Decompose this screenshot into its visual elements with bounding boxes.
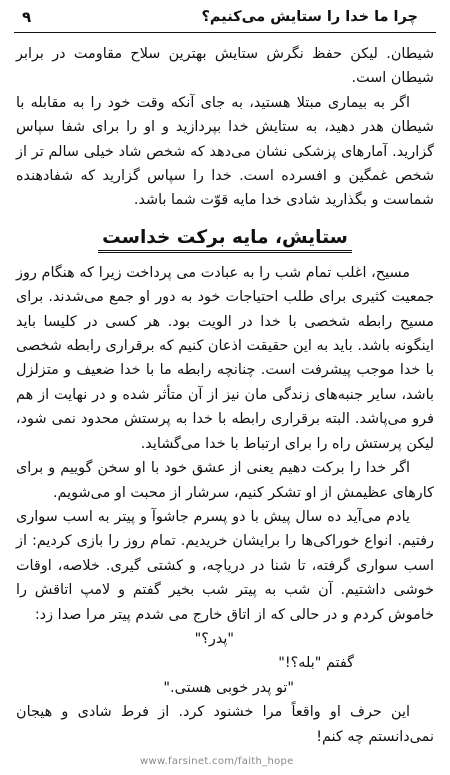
paragraph: مسیح، اغلب تمام شب را به عبادت می پرداخت زیرا که هنگام روز جمعیت کثیری برای طلب احتیاجات خود به دور او جمع می‌شدند. برای مسیح رابطه شخصی با خدا در الویت بود. هر کسی در کلیسا باید اینگونه باشد. باید به این حقیقت اذعان کنیم که برقراری رابطه شخصی با خدا موجب پیشرفت است. چنانچه رابطه ما با خدا ضعیف و متزلزل باشد، سایر جنبه‌های زندگی مان نیز از آن متأثر شده و در نهایت از هم فرو می‌پاشد. البته برقراری رابطه با خدا به پرستش محدود نمی شود، لیکن پرستش راه را برای ارتباط با خدا می‌گشاید. xyxy=(16,264,434,452)
dialogue-line: "پدر؟" xyxy=(194,630,234,647)
paragraph: این حرف او واقعاً مرا خشنود کرد. از فرط شادی و هیجان نمی‌دانستم چه کنم! xyxy=(16,704,434,745)
page-header xyxy=(14,6,436,33)
paragraph: اگر به بیماری مبتلا هستید، به جای آنکه وقت خود را به مقابله با شیطان هدر دهید، به ستایش خدا بپردازید و او را برای شفا سپاس گزارید. آمارهای پزشکی نشان می‌دهد که شخص شاد خیلی سالم تر از شخص غمگین و افسرده است. خدا را سپاس گزارید که شفادهنده شماست و بگذارید شادی خدا مایه قوّت شما باشد. xyxy=(16,94,434,209)
dialogue-line: گفتم "بله؟!" xyxy=(278,655,354,672)
footer-url: www.farsinet.com/faith_hope xyxy=(140,756,294,767)
page-body xyxy=(16,42,434,749)
section-heading-text: ستایش، مایه برکت خداست xyxy=(98,227,352,253)
running-title: چرا ما خدا را ستایش می‌کنیم؟ xyxy=(201,9,418,25)
section-heading xyxy=(16,223,434,253)
paragraph: اگر خدا را برکت دهیم یعنی از عشق خود با او سخن گوییم و برای کارهای عظیمش از او تشکر کنیم، سرشار از محبت او می‌شویم. xyxy=(16,460,434,501)
paragraph: شیطان. لیکن حفظ نگرش ستایش بهترین سلاح مقاومت در برابر شیطان است. xyxy=(16,46,434,87)
dialogue-line: "تو پدر خوبی هستی." xyxy=(163,679,294,696)
paragraph: یادم می‌آید ده سال پیش با دو پسرم جاشوآ و پیتر به اسب سواری رفتیم. انواع خوراکی‌ها را برایشان خریدیم. تمام روز را بازی کردیم: از اسب سواری گرفته، تا شنا در دریاچه، و کشتی گیری. خلاصه، اوقات خوشی داشتیم. آن شب به پیتر شب بخیر گفتم و لامپ اتاقش را خاموش کردم و در حالی که از اتاق خارج می شدم پیتر مرا صدا زد: xyxy=(16,508,434,623)
page-number: ۹ xyxy=(22,8,32,26)
